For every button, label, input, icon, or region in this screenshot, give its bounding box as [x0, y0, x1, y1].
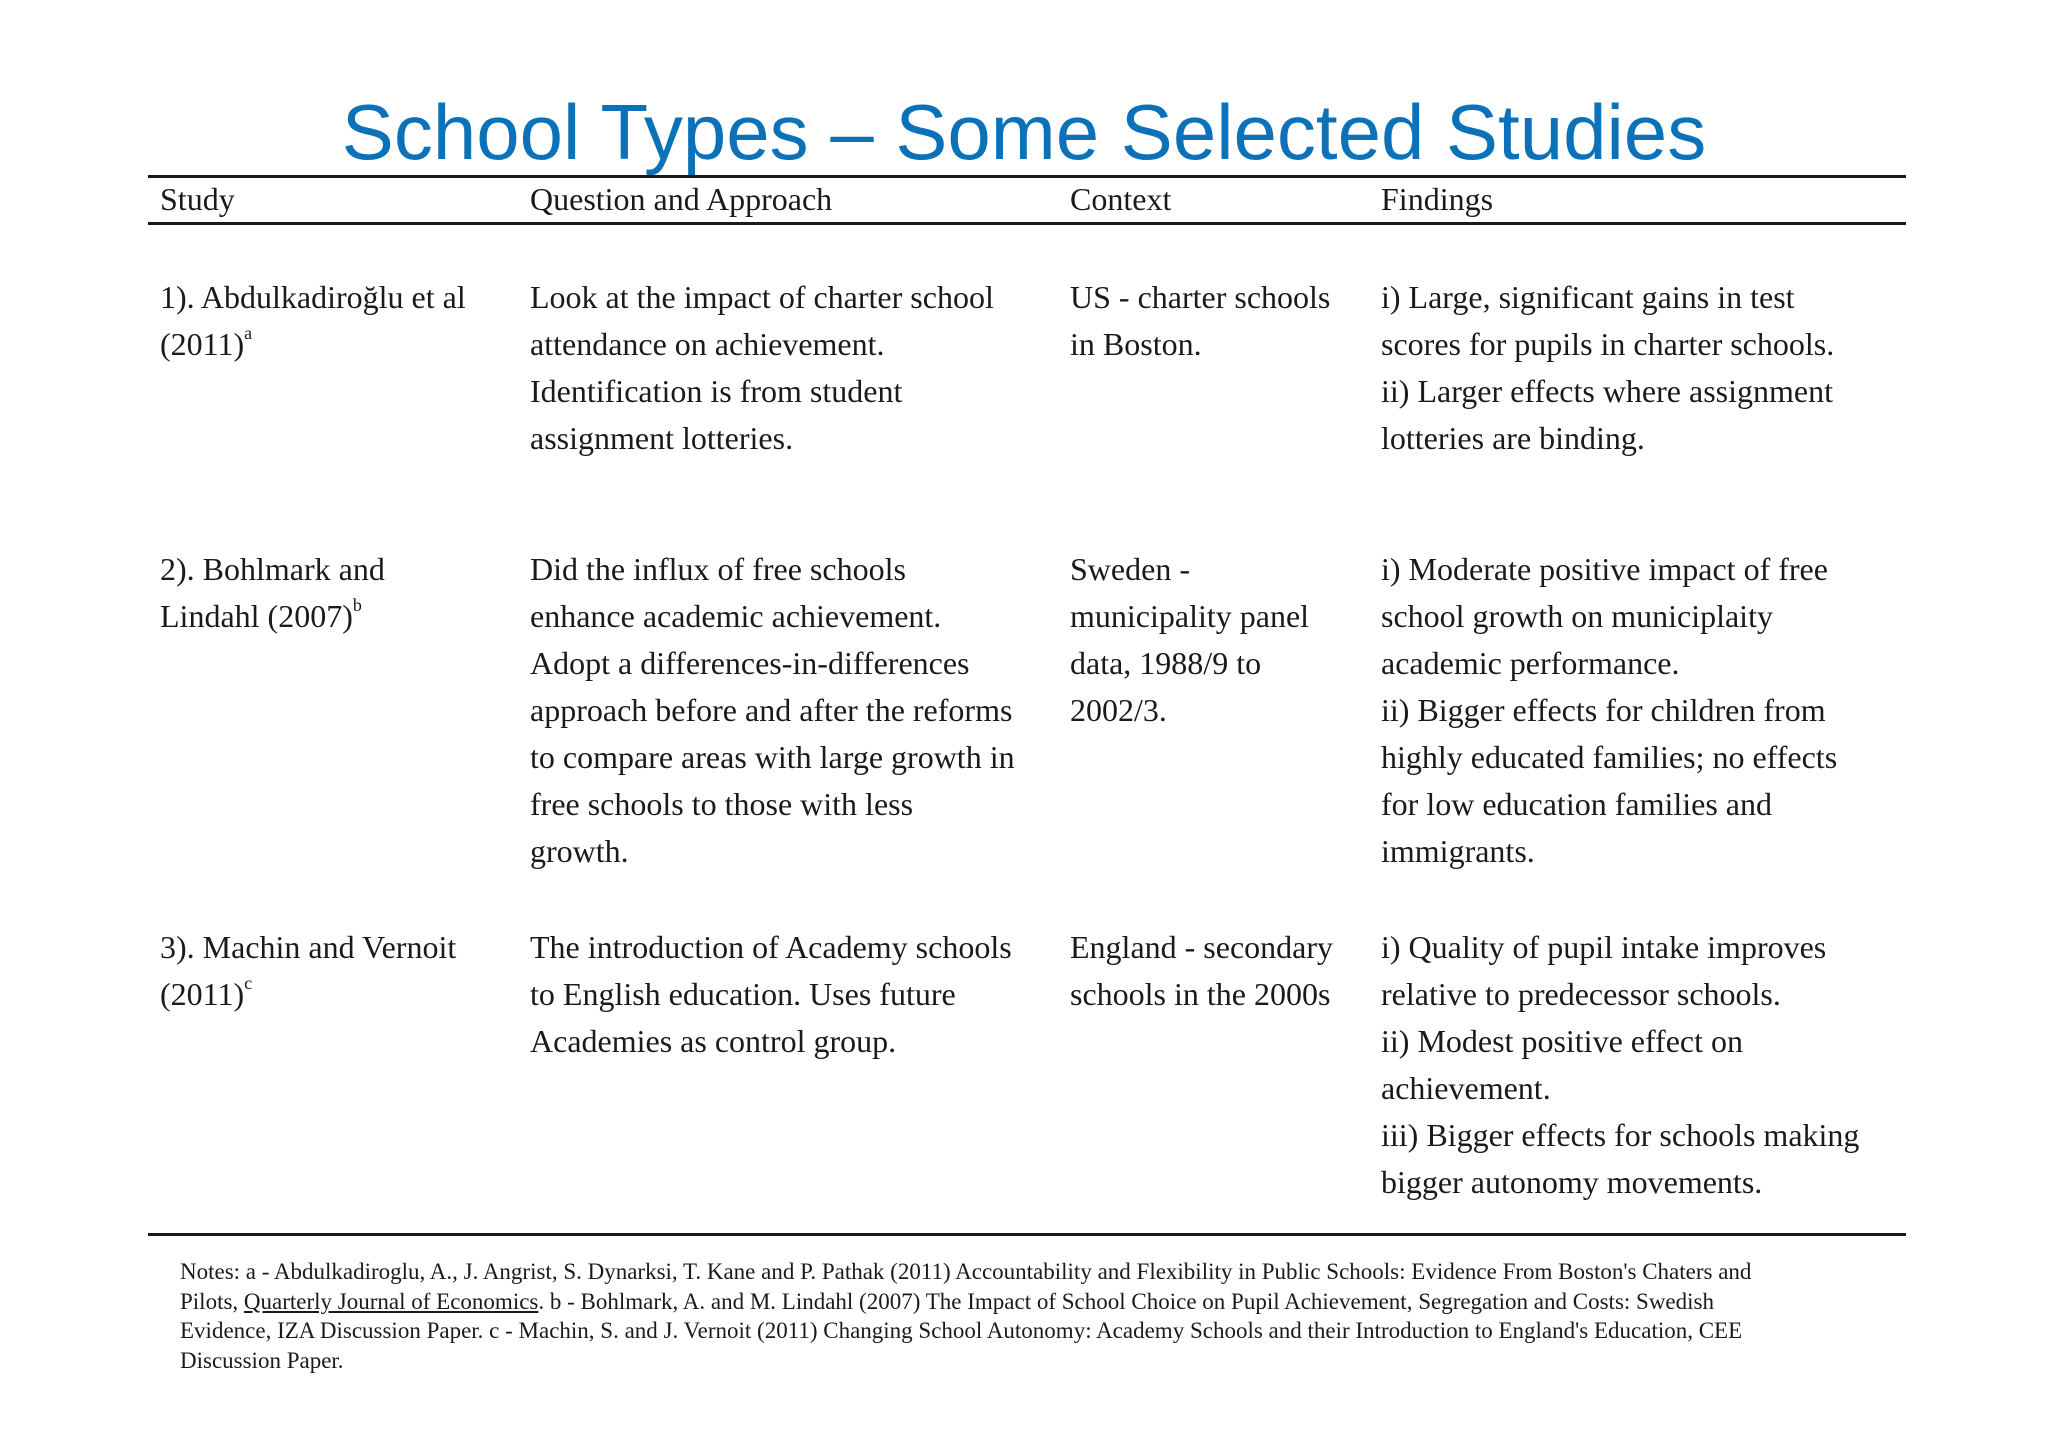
row-1-study-year: (2011): [160, 326, 245, 362]
row-1-findings: i) Large, significant gains in test scores for pupils in charter schools. ii) Larger effects where assignment lotteries are binding.: [1381, 279, 1835, 456]
column-header-study: Study: [160, 181, 235, 217]
footnote-marker: a: [244, 323, 253, 344]
row-1-study-line: 1). Abdulkadiroğlu et al: [160, 279, 466, 315]
row-3-findings: i) Quality of pupil intake improves relative to predecessor schools. ii) Modest positive effect on achievement. iii) Bigger effects for schools making bigger autonomy movements.: [1381, 929, 1860, 1200]
row-2-study-year: Lindahl (2007): [160, 598, 353, 634]
row-1-context: US - charter schools in Boston.: [1070, 279, 1331, 362]
row-2-study: [160, 546, 520, 640]
footnotes: Notes: a - Abdulkadiroglu, A., J. Angrist, S. Dynarksi, T. Kane and P. Pathak (2011) Accountability and Flexibility in Public Schools: Evidence From Boston's Chaters and Pilots, Quarterly Journal of Economics. b - Bohlmark, A. and M. Lindahl (2007) The Impact of School Choice on Pupil Achievement, Segregation and Costs: Swedish Evidence, IZA Discussion Paper. c - Machin, S. and J. Vernoit (2011) Changing School Autonomy: Academy Schools and their Introduction to England's Education, CEE Discussion Paper.: [180, 1257, 1880, 1375]
notes-line: Notes: a - Abdulkadiroglu, A., J. Angrist, S. Dynarksi, T. Kane and P. Pathak (2011) Accountability and Flexibility in Public Schools: Evidence From Boston's Chaters and: [180, 1259, 1752, 1284]
row-3-context: England - secondary schools in the 2000s: [1070, 929, 1334, 1012]
notes-line: Evidence, IZA Discussion Paper. c - Machin, S. and J. Vernoit (2011) Changing School Autonomy: Academy Schools and their Introduction to England's Education, CEE: [180, 1318, 1743, 1343]
column-header-question: Question and Approach: [530, 181, 833, 217]
column-header-context: Context: [1070, 181, 1172, 217]
row-1-question: Look at the impact of charter school attendance on achievement. Identification is from student assignment lotteries.: [530, 279, 994, 456]
row-3-study-year: (2011): [160, 976, 245, 1012]
row-3-study: [160, 924, 520, 1018]
row-2-context: Sweden - municipality panel data, 1988/9 to 2002/3.: [1070, 551, 1310, 728]
notes-line: Discussion Paper.: [180, 1347, 344, 1373]
footnote-marker: b: [352, 595, 362, 616]
row-3-study-line: 3). Machin and Vernoit: [160, 929, 457, 965]
journal-title: Quarterly Journal of Economics: [243, 1288, 539, 1314]
row-1-study: [160, 274, 520, 368]
column-header-findings: Findings: [1381, 181, 1494, 217]
row-2-study-line: 2). Bohlmark and: [160, 551, 385, 587]
table-bottom-rule: [148, 1233, 1906, 1236]
footnote-marker: c: [244, 973, 253, 994]
row-2-findings: i) Moderate positive impact of free school growth on municiplaity academic performance. ii) Bigger effects for children from highly educated families; no effects for low education families and immigrants.: [1381, 551, 1838, 869]
row-3-question: The introduction of Academy schools to English education. Uses future Academies as control group.: [530, 929, 1012, 1059]
row-2-question: Did the influx of free schools enhance academic achievement. Adopt a differences-in-differences approach before and after the reforms to compare areas with large growth in free schools to those with less growth.: [530, 551, 1015, 869]
table-header-rule: [148, 222, 1906, 225]
page-title: School Types – Some Selected Studies: [341, 88, 1707, 176]
